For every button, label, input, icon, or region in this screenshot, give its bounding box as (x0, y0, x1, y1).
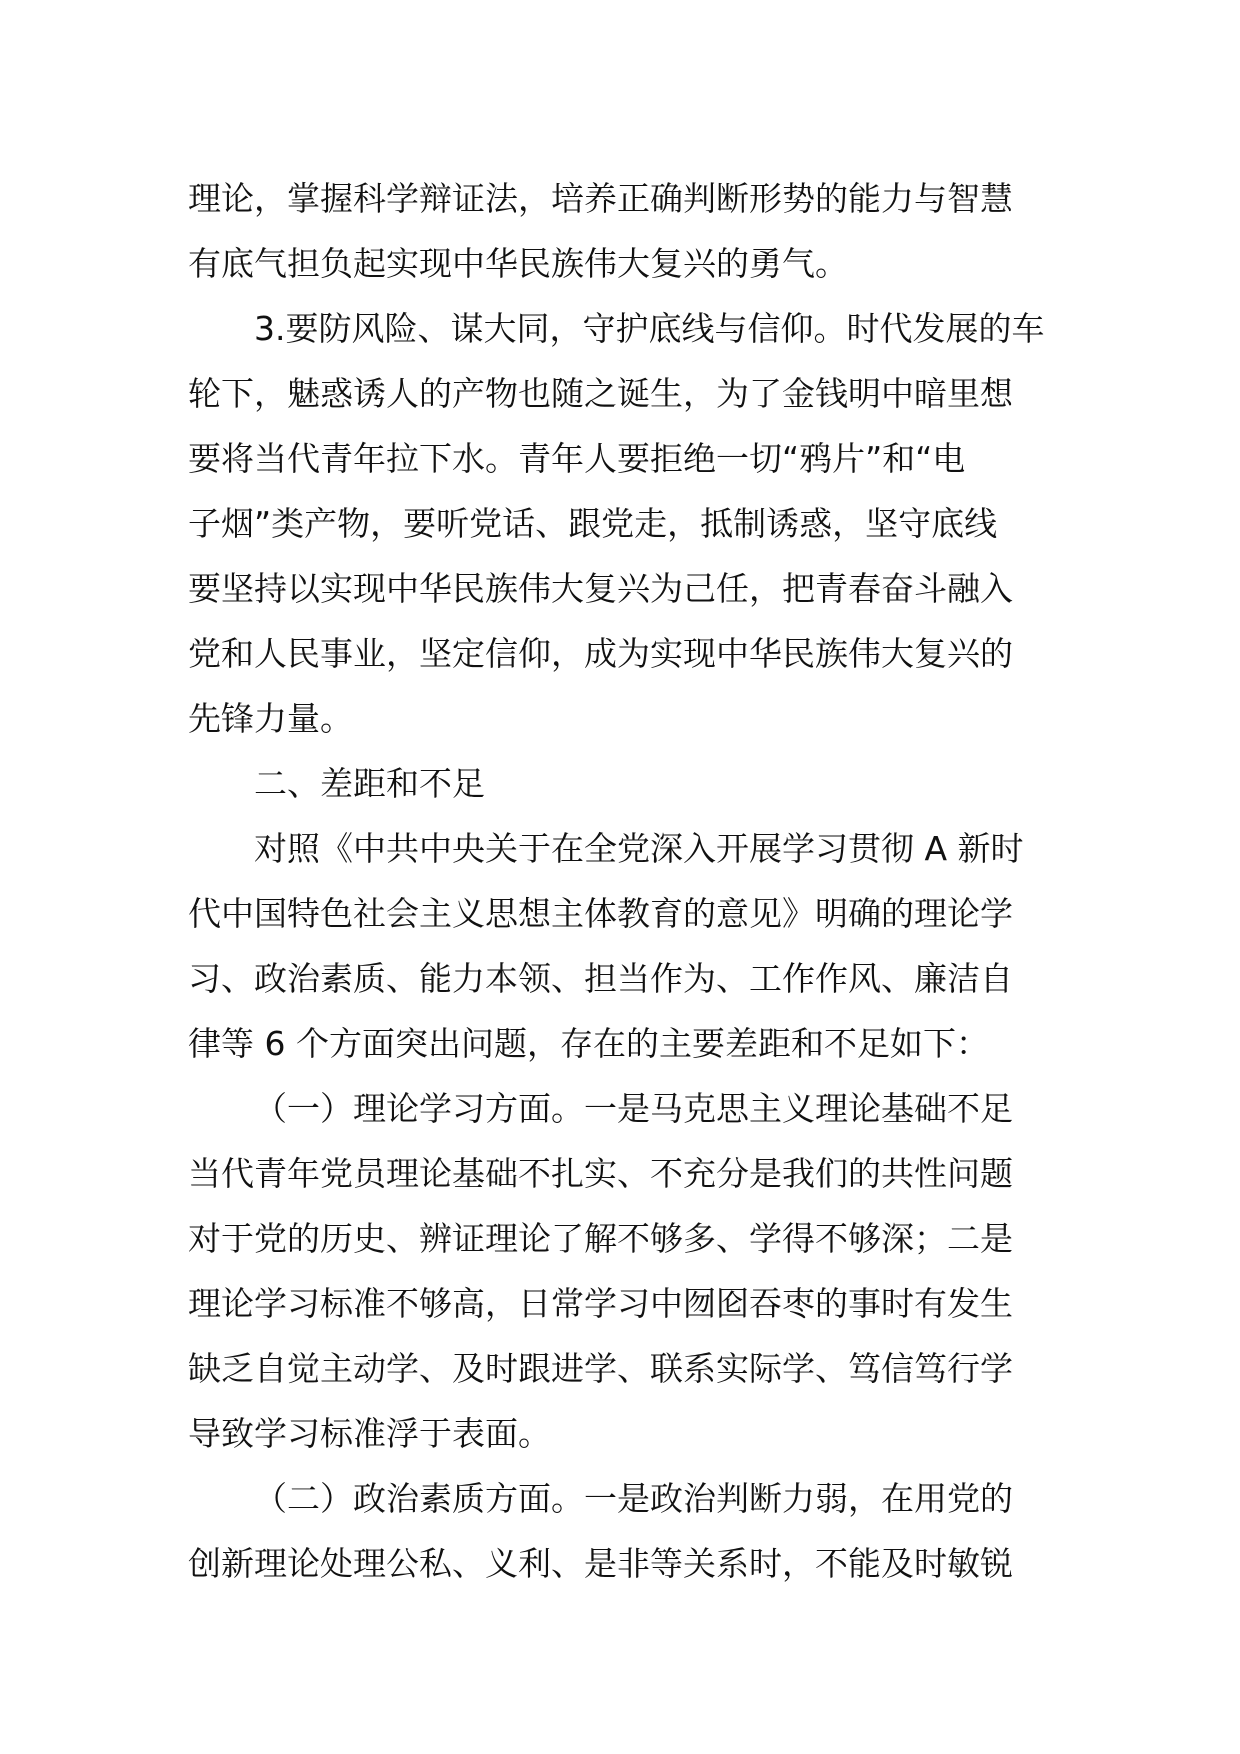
text-line-14: 律等 6 个方面突出问题，存在的主要差距和不足如下： (188, 1024, 989, 1063)
section-heading: 二、差距和不足 (254, 764, 485, 803)
text-line-6: 子烟”类产物，要听党话、跟党走，抵制诱惑，坚守底线 (188, 504, 998, 543)
text-line-1: 理论，掌握科学辩证法，培养正确判断形势的能力与智慧 (188, 179, 1013, 218)
text-line-17: 对于党的历史、辨证理论了解不够多、学得不够深；二是 (188, 1219, 1013, 1258)
document-body (188, 166, 1068, 1596)
text-line-4: 轮下，魅惑诱人的产物也随之诞生，为了金钱明中暗里想 (188, 374, 1013, 413)
text-line-2: 有底气担负起实现中华民族伟大复兴的勇气。 (188, 244, 848, 283)
text-line-9: 先锋力量。 (188, 699, 353, 738)
text-line-16: 当代青年党员理论基础不扎实、不充分是我们的共性问题 (188, 1154, 1013, 1193)
text-line-21: （二）政治素质方面。一是政治判断力弱，在用党的 (254, 1479, 1013, 1518)
text-line-15: （一）理论学习方面。一是马克思主义理论基础不足 (254, 1089, 1013, 1128)
text-line-3: 3.要防风险、谋大同，守护底线与信仰。时代发展的车 (254, 309, 1045, 348)
text-line-11: 对照《中共中央关于在全党深入开展学习贯彻 A 新时 (254, 829, 1024, 868)
text-line-18: 理论学习标准不够高，日常学习中囫囵吞枣的事时有发生 (188, 1284, 1013, 1323)
text-line-5: 要将当代青年拉下水。青年人要拒绝一切“鸦片”和“电 (188, 439, 966, 478)
text-line-22: 创新理论处理公私、义利、是非等关系时，不能及时敏锐 (188, 1544, 1013, 1583)
text-line-20: 导致学习标准浮于表面。 (188, 1414, 551, 1453)
text-line-19: 缺乏自觉主动学、及时跟进学、联系实际学、笃信笃行学 (188, 1349, 1013, 1388)
text-line-7: 要坚持以实现中华民族伟大复兴为己任，把青春奋斗融入 (188, 569, 1013, 608)
text-line-13: 习、政治素质、能力本领、担当作为、工作作风、廉洁自 (188, 959, 1013, 998)
text-line-8: 党和人民事业，坚定信仰，成为实现中华民族伟大复兴的 (188, 634, 1013, 673)
text-line-12: 代中国特色社会主义思想主体教育的意见》明确的理论学 (188, 894, 1013, 933)
